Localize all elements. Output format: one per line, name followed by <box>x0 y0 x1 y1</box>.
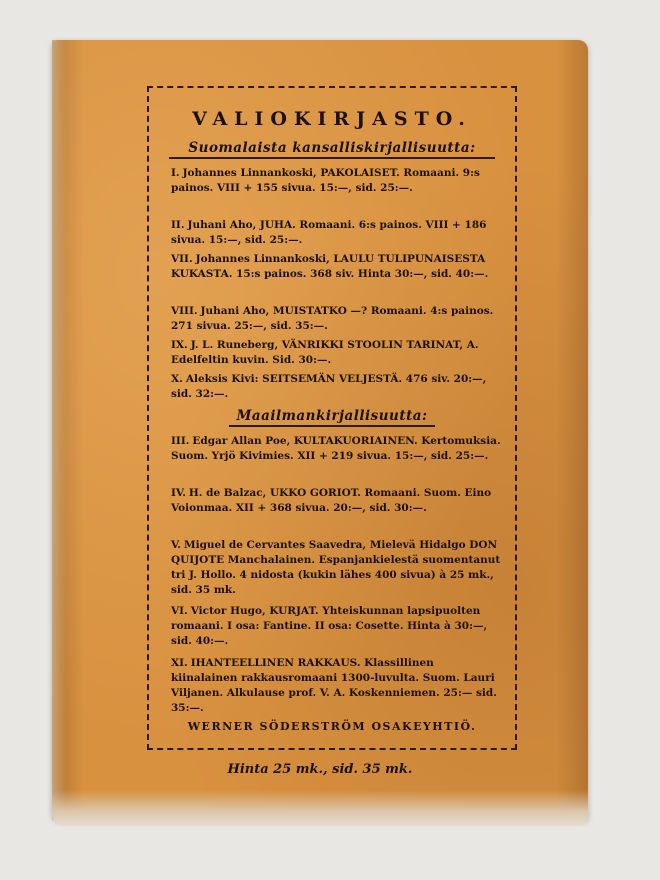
entry-number: IV. <box>171 487 186 499</box>
entry-text: Aleksis Kivi: SEITSEMÄN VELJESTÄ. 476 siv. 20:—, sid. 32:—. <box>171 373 487 400</box>
list-item <box>171 338 501 368</box>
entry-number: VIII. <box>171 305 198 317</box>
entry-text: Johannes Linnankoski, PAKOLAISET. Romaani. 9:s painos. VIII + 155 sivua. 15:—, sid. 25:—. <box>171 167 480 194</box>
entry-number: X. <box>171 373 183 385</box>
entry-number: II. <box>171 219 185 231</box>
entry-text: Victor Hugo, KURJAT. Yhteiskunnan lapsipuolten romaani. I osa: Fantine. II osa: Cosette. Hinta à 30:—, sid. 40:—. <box>171 605 488 647</box>
worn-bottom-edge <box>52 790 588 826</box>
entry-number: VII. <box>171 253 193 265</box>
list-item <box>171 604 501 649</box>
entry-number: VI. <box>171 605 188 617</box>
entry-text: IHANTEELLINEN RAKKAUS. Klassillinen kiinalainen rakkausromaani 1300-luvulta. Suom. Lauri Viljanen. Alkulause prof. V. A. Koskenniemen. 25:— sid. 35:—. <box>171 657 497 714</box>
entry-number: XI. <box>171 657 188 669</box>
entry-text: J. L. Runeberg, VÄNRIKKI STOOLIN TARINAT, A. Edelfeltin kuvin. Sid. 30:—. <box>171 339 479 366</box>
dashed-frame <box>147 86 517 750</box>
list-item <box>171 434 501 464</box>
entry-text: Miguel de Cervantes Saavedra, Mielevä Hidalgo DON QUIJOTE Manchalainen. Espanjankielestä suomentanut tri J. Hollo. 4 nidosta (kukin lähes 400 sivua) à 25 mk., sid. 35 mk. <box>171 539 501 596</box>
entry-text: Johannes Linnankoski, LAULU TULIPUNAISESTA KUKASTA. 15:s painos. 368 siv. Hinta 30:—, sid. 40:—. <box>171 253 489 280</box>
list-item <box>171 252 501 282</box>
list-item <box>171 304 501 334</box>
entry-number: III. <box>171 435 190 447</box>
list-item <box>171 486 501 516</box>
entry-text: Juhani Aho, JUHA. Romaani. 6:s painos. VIII + 186 sivua. 15:—, sid. 25:—. <box>171 219 487 246</box>
publisher-name: WERNER SÖDERSTRÖM OSAKEYHTIÖ. <box>187 720 477 733</box>
list-item <box>171 166 501 196</box>
book-back-cover <box>52 40 588 820</box>
section-heading-world: Maailmankirjallisuutta: <box>229 408 435 427</box>
list-item <box>171 538 501 598</box>
series-title: VALIOKIRJASTO. <box>192 108 472 130</box>
list-item <box>171 372 501 402</box>
list-item <box>171 656 501 716</box>
entry-text: Edgar Allan Poe, KULTAKUORIAINEN. Kertomuksia. Suom. Yrjö Kivimies. XII + 219 sivua. 15:—, sid. 25:—. <box>171 435 501 462</box>
entry-number: V. <box>171 539 181 551</box>
worn-spine-edge <box>52 40 66 820</box>
entry-text: Juhani Aho, MUISTATKO —? Romaani. 4:s painos. 271 sivua. 25:—, sid. 35:—. <box>171 305 494 332</box>
entry-number: IX. <box>171 339 188 351</box>
entry-text: H. de Balzac, UKKO GORIOT. Romaani. Suom. Eino Voionmaa. XII + 368 sivua. 20:—, sid. 30:—. <box>171 487 492 514</box>
entry-number: I. <box>171 167 180 179</box>
section-heading-domestic: Suomalaista kansalliskirjallisuutta: <box>169 140 495 159</box>
price-line: Hinta 25 mk., sid. 35 mk. <box>227 762 413 777</box>
list-item <box>171 218 501 248</box>
